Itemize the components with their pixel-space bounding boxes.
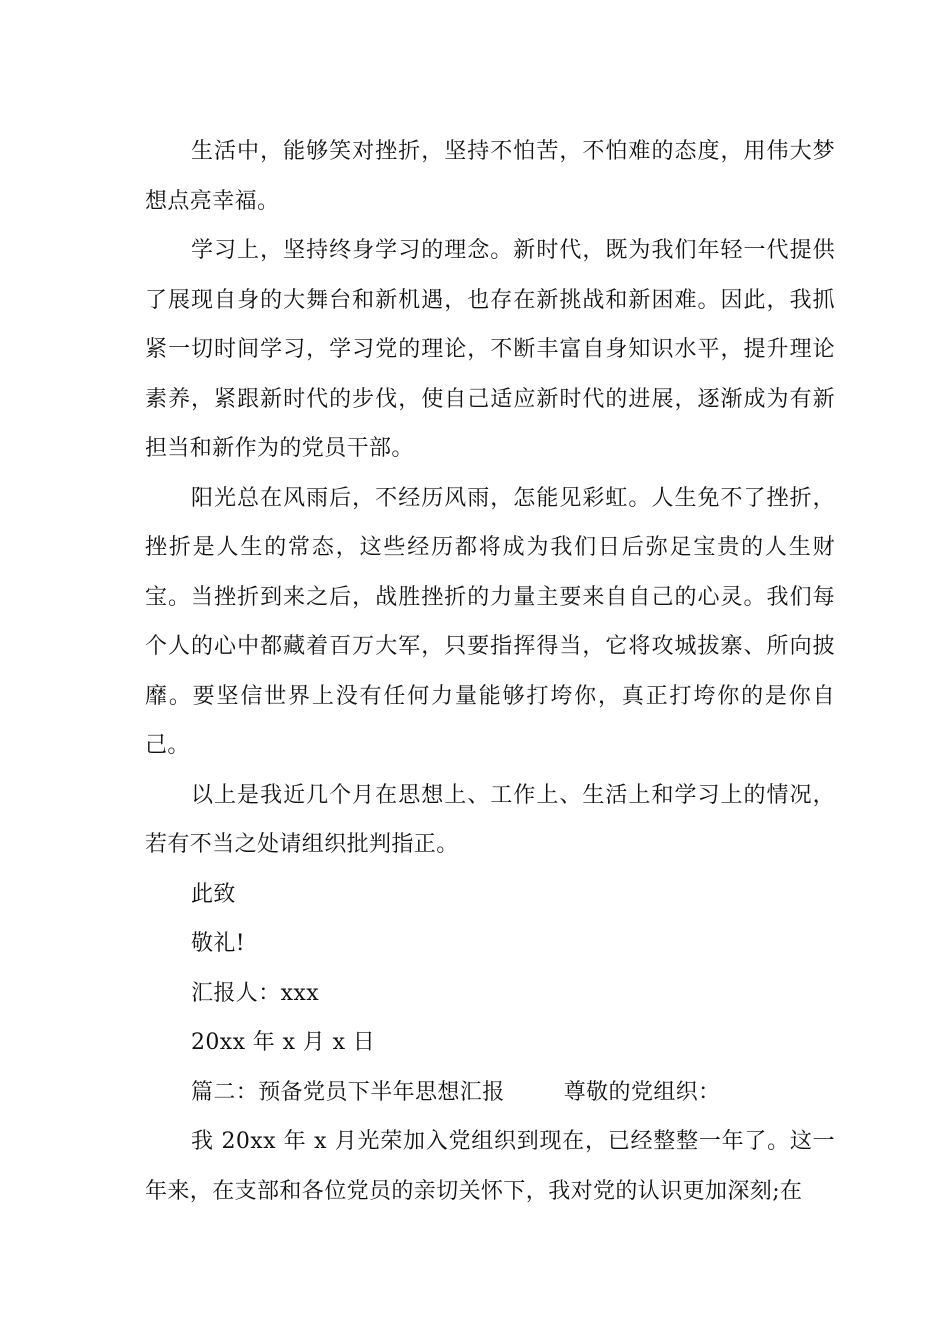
paragraph-summary: 以上是我近几个月在思想上、工作上、生活上和学习上的情况，若有不当之处请组织批判指正。 bbox=[145, 782, 835, 857]
paragraph-study: 学习上，坚持终身学习的理念。新时代，既为我们年轻一代提供了展现自身的大舞台和新机遇，也存在新挑战和新困难。因此，我抓紧一切时间学习，学习党的理论，不断丰富自身知识水平，提升理论素养，紧跟新时代的步伐，使自己适应新时代的进展，逐渐成为有新担当和新作为的党员干部。 bbox=[145, 238, 835, 461]
paragraph-next-report: 我 20xx 年 x 月光荣加入党组织到现在，已经整整一年了。这一年来，在支部和各位党员的亲切关怀下，我对党的认识更加深刻;在 bbox=[145, 1129, 835, 1204]
report-date: 20xx 年 x 月 x 日 bbox=[191, 1030, 376, 1055]
closing-respect: 敬礼! bbox=[191, 931, 246, 956]
reporter-signature: 汇报人：xxx bbox=[191, 980, 320, 1006]
paragraph-life: 生活中，能够笑对挫折，坚持不怕苦，不怕难的态度，用伟大梦想点亮幸福。 bbox=[145, 139, 835, 214]
paragraph-setbacks: 阳光总在风雨后，不经历风雨，怎能见彩虹。人生免不了挫折，挫折是人生的常态，这些经历都将成为我们日后弥足宝贵的人生财宝。当挫折到来之后，战胜挫折的力量主要来自自己的心灵。我们每个人的心中都藏着百万大军，只要指挥得当，它将攻城拔寨、所向披靡。要坚信世界上没有任何力量能够打垮你，真正打垮你的是你自己。 bbox=[145, 485, 835, 758]
section-title: 篇二：预备党员下半年思想汇报 尊敬的党组织： bbox=[191, 1079, 721, 1105]
closing-salutation: 此致 bbox=[191, 881, 236, 907]
document-page bbox=[145, 127, 835, 1216]
